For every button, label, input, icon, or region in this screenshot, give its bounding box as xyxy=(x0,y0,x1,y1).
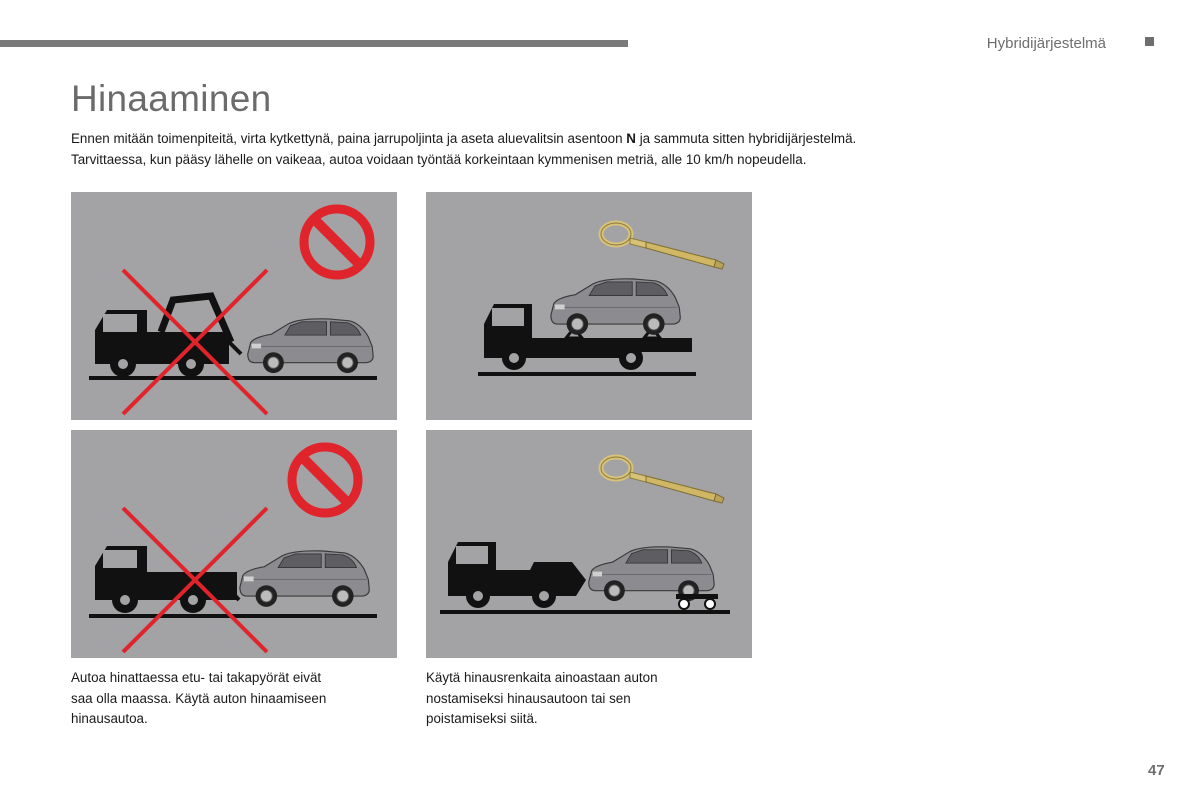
caption-right: Käytä hinausrenkaita ainoastaan auton nostamiseksi hinausautoon tai sen poistamiseksi siitä. xyxy=(426,670,658,726)
illustration-partial-tow-prohibited xyxy=(71,430,397,658)
section-marker-icon xyxy=(1145,37,1154,46)
section-title: Hybridijärjestelmä xyxy=(986,35,1106,52)
illustration-flatbed-tow xyxy=(426,192,752,420)
partial-tow-graphic xyxy=(71,430,397,658)
car-icon xyxy=(240,551,369,607)
tow-truck-icon xyxy=(448,542,586,608)
wrecker-tow-graphic xyxy=(71,192,397,420)
prohibition-icon xyxy=(292,447,358,513)
illustration-wrecker-tow-prohibited xyxy=(71,192,397,420)
illustration-dolly-tow xyxy=(426,430,752,658)
tow-ring-icon xyxy=(601,457,724,503)
car-icon xyxy=(551,279,680,335)
page-title: Hinaaminen xyxy=(71,78,272,119)
caption-left: Autoa hinattaessa etu- tai takapyörät eivät saa olla maassa. Käytä auton hinaamiseen hinausautoa. xyxy=(71,670,327,726)
dolly-icon xyxy=(676,594,718,609)
car-icon xyxy=(589,547,714,601)
gear-position-n: N xyxy=(626,131,636,146)
flatbed-tow-graphic xyxy=(426,192,752,420)
intro-line-1: Ennen mitään toimenpiteitä, virta kytkettynä, paina jarrupoljinta ja aseta aluevalitsin asentoon N ja sammuta sitten hybridijärjestelmä. xyxy=(71,131,857,146)
dolly-tow-graphic xyxy=(426,430,752,658)
car-icon xyxy=(248,319,373,373)
tow-ring-icon xyxy=(601,223,724,269)
prohibition-icon xyxy=(304,209,370,275)
intro-text xyxy=(71,128,1071,170)
page-number: 47 xyxy=(1148,762,1165,779)
header-rule xyxy=(0,40,628,47)
intro-line-2: Tarvittaessa, kun pääsy lähelle on vaikeaa, autoa voidaan työntää korkeintaan kymmenisen metriä, alle 10 km/h nopeudella. xyxy=(71,152,807,167)
